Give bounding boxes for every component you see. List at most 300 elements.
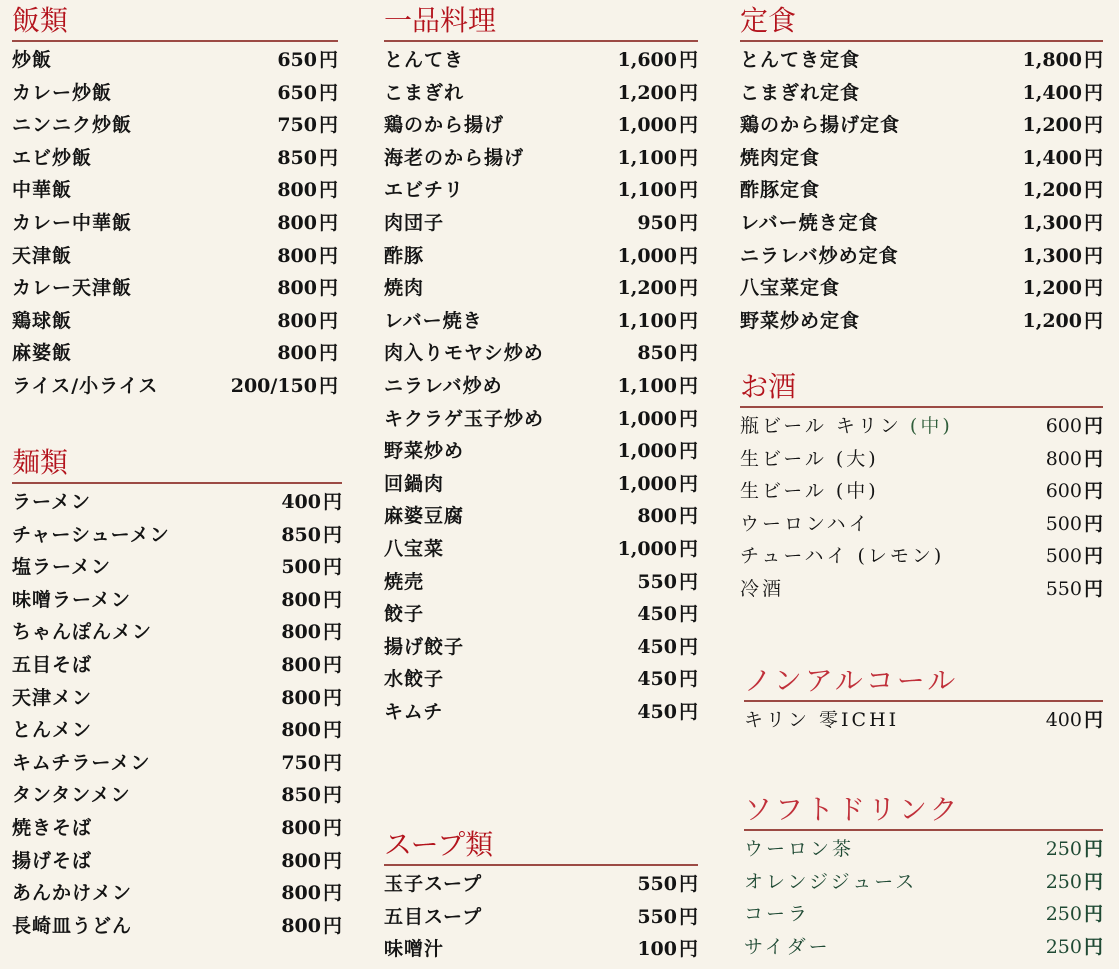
menu-item-name	[12, 486, 91, 519]
price-unit: 円	[1083, 277, 1103, 300]
section-alcohol	[740, 370, 1103, 606]
price-value: 800	[277, 179, 317, 202]
menu-item-name-text: コーラ	[744, 903, 811, 926]
menu-item	[12, 747, 342, 780]
menu-item-name-text: 焼肉定食	[740, 146, 821, 169]
menu-item	[12, 44, 338, 77]
price-value: 1,200	[1022, 114, 1082, 137]
menu-item-name	[384, 403, 544, 436]
price-unit: 円	[322, 882, 342, 905]
menu-item-name-text: カレー中華飯	[12, 211, 133, 234]
menu-item	[740, 109, 1103, 142]
price-unit: 円	[322, 621, 342, 644]
price-unit: 円	[318, 277, 338, 300]
price-value: 800	[281, 719, 321, 742]
menu-item-price	[617, 174, 698, 207]
menu-item-name-text: エビ炒飯	[12, 146, 93, 169]
menu-item-price	[1046, 704, 1103, 737]
menu-item-price	[637, 566, 698, 599]
menu-item	[384, 696, 698, 729]
menu-list-non-alcohol	[744, 704, 1103, 737]
menu-item	[384, 77, 698, 110]
section-noodles	[12, 446, 342, 942]
menu-item-name-text: あんかけメン	[12, 882, 133, 905]
price-value: 550	[637, 873, 677, 895]
menu-item-name	[12, 779, 131, 812]
price-value: 800	[281, 882, 321, 905]
menu-item-name-text: ニンニク炒飯	[12, 114, 133, 137]
price-value: 850	[277, 146, 317, 169]
menu-list-soups	[384, 868, 698, 966]
price-value: 650	[277, 49, 317, 71]
price-unit: 円	[322, 914, 342, 937]
menu-item-name	[384, 240, 424, 273]
menu-item	[12, 584, 342, 617]
menu-item	[740, 174, 1103, 207]
menu-item-price	[617, 468, 698, 501]
menu-item	[740, 508, 1103, 541]
menu-item	[12, 174, 338, 207]
menu-item-name	[740, 272, 840, 305]
menu-item	[12, 551, 342, 584]
menu-item-price	[281, 682, 342, 715]
menu-item	[744, 866, 1103, 899]
menu-item-name	[12, 747, 150, 780]
menu-item-name	[740, 207, 879, 240]
price-value: 550	[1045, 577, 1082, 600]
menu-item	[12, 486, 342, 519]
menu-item	[12, 370, 338, 403]
menu-item-price	[617, 435, 698, 468]
menu-item	[740, 44, 1103, 77]
section-divider	[12, 40, 338, 42]
menu-item-name-text: 焼売	[384, 570, 425, 593]
menu-item-name-text: キムチラーメン	[12, 751, 151, 774]
menu-item-name-text: 野菜炒め定食	[740, 309, 861, 332]
menu-item-name	[12, 240, 72, 273]
menu-item	[740, 142, 1103, 175]
price-value: 450	[637, 635, 677, 658]
menu-item-price	[1022, 174, 1103, 207]
menu-item-name	[12, 370, 158, 403]
menu-item-price	[281, 845, 342, 878]
price-unit: 円	[318, 309, 338, 332]
menu-item-price	[281, 877, 342, 910]
price-unit: 円	[1083, 935, 1103, 958]
menu-item-name	[384, 305, 483, 338]
menu-item	[384, 305, 698, 338]
menu-item-price	[281, 551, 342, 584]
price-value: 800	[637, 505, 677, 528]
menu-item	[12, 877, 342, 910]
menu-item-name	[12, 272, 132, 305]
price-unit: 円	[678, 472, 698, 495]
menu-item-price	[1046, 475, 1103, 508]
menu-item	[384, 663, 698, 696]
menu-item	[740, 305, 1103, 338]
price-value: 450	[637, 668, 677, 691]
menu-item-price	[277, 174, 338, 207]
menu-item-price	[637, 901, 698, 934]
price-unit: 円	[1083, 244, 1103, 267]
price-value: 1,100	[617, 309, 677, 332]
menu-item-price	[277, 305, 338, 338]
price-unit: 円	[678, 700, 698, 723]
menu-item-price	[637, 337, 698, 370]
menu-item-name	[384, 901, 482, 934]
section-set-meals	[740, 4, 1103, 337]
menu-item	[384, 142, 698, 175]
price-value: 1,200	[617, 277, 677, 300]
menu-item-name-text: 五目スープ	[384, 905, 483, 928]
price-value: 1,100	[617, 374, 677, 397]
price-value: 750	[281, 751, 321, 774]
price-unit: 円	[322, 523, 342, 546]
menu-item	[12, 142, 338, 175]
menu-item-name-text: 麻婆豆腐	[384, 505, 465, 528]
menu-item-name-text: ラーメン	[12, 491, 92, 513]
menu-item	[384, 598, 698, 631]
price-unit: 円	[678, 49, 698, 71]
section-divider	[740, 406, 1103, 408]
price-unit: 円	[1083, 870, 1103, 893]
menu-item-name-text: カレー炒飯	[12, 81, 113, 104]
price-unit: 円	[318, 146, 338, 169]
menu-item	[384, 240, 698, 273]
menu-item-name	[12, 142, 92, 175]
menu-item-name	[740, 573, 784, 606]
menu-item	[740, 77, 1103, 110]
menu-item	[12, 272, 338, 305]
menu-item-price	[281, 616, 342, 649]
section-divider	[744, 700, 1103, 702]
price-unit: 円	[322, 816, 342, 839]
menu-item-name	[384, 566, 424, 599]
menu-item-price	[231, 370, 338, 403]
menu-item-name	[384, 500, 464, 533]
menu-item-price	[617, 272, 698, 305]
menu-item-name-text: 鶏のから揚げ	[384, 114, 505, 137]
menu-item-price	[637, 868, 698, 901]
price-value: 800	[281, 621, 321, 644]
menu-item-price	[277, 337, 338, 370]
price-value: 250	[1045, 935, 1082, 958]
menu-item-name-text: こまぎれ	[384, 81, 465, 104]
price-unit: 円	[318, 81, 338, 104]
menu-item	[12, 714, 342, 747]
menu-item-price	[617, 44, 698, 77]
menu-item	[12, 519, 342, 552]
menu-item-name-text: オレンジジュース	[744, 870, 918, 893]
price-unit: 円	[678, 146, 698, 169]
menu-item-price	[277, 207, 338, 240]
menu-item-price	[1046, 898, 1103, 931]
price-value: 1,400	[1022, 146, 1082, 169]
menu-list-noodles	[12, 486, 342, 942]
menu-item-name-text: 五目そば	[12, 653, 93, 676]
menu-item-name	[384, 272, 424, 305]
menu-item-name-text: エビチリ	[384, 179, 465, 202]
menu-item	[384, 403, 698, 436]
menu-item-name-text: チャーシューメン	[12, 523, 170, 546]
menu-item-price	[637, 631, 698, 664]
menu-item-price	[637, 933, 698, 966]
menu-item-name-text: 天津メン	[12, 686, 93, 709]
price-value: 750	[277, 114, 317, 137]
menu-item	[384, 933, 698, 966]
menu-item	[12, 109, 338, 142]
menu-item	[740, 240, 1103, 273]
price-value: 600	[1045, 415, 1082, 437]
menu-item-name	[12, 305, 72, 338]
price-value: 250	[1045, 903, 1082, 926]
menu-item-name-text: 餃子	[384, 603, 425, 626]
menu-item	[384, 500, 698, 533]
price-unit: 円	[318, 342, 338, 365]
menu-item-name-text: 焼肉	[384, 277, 425, 300]
menu-item-name-text: 肉団子	[384, 211, 445, 234]
price-value: 850	[281, 523, 321, 546]
price-unit: 円	[678, 179, 698, 202]
menu-item-price	[1022, 272, 1103, 305]
menu-item-name-text: ニラレバ炒め	[384, 374, 503, 397]
menu-item-name-text: とんてき	[384, 49, 465, 71]
menu-item-name	[384, 663, 444, 696]
section-divider	[740, 40, 1103, 42]
menu-item-name	[384, 435, 464, 468]
menu-item-name	[12, 337, 72, 370]
menu-item-name-text: ちゃんぽんメン	[12, 621, 153, 644]
menu-item-name	[384, 337, 544, 370]
menu-item-price	[1046, 833, 1103, 866]
price-unit: 円	[322, 686, 342, 709]
menu-item	[12, 812, 342, 845]
menu-item-name	[740, 540, 944, 573]
menu-item-name-text: 八宝菜	[384, 537, 445, 560]
menu-item-price	[281, 910, 342, 943]
menu-item-name	[384, 868, 482, 901]
menu-item-name	[740, 174, 820, 207]
menu-item-name-text: レバー焼き	[384, 309, 483, 332]
menu-item-price	[617, 305, 698, 338]
menu-item-price	[637, 663, 698, 696]
menu-item	[744, 704, 1103, 737]
menu-item-price	[281, 812, 342, 845]
menu-item-name	[384, 933, 444, 966]
section-soft-drinks	[744, 793, 1103, 963]
menu-item-name	[744, 704, 899, 737]
menu-item-price	[1022, 44, 1103, 77]
price-unit: 円	[318, 211, 338, 234]
menu-item-name	[744, 931, 831, 964]
price-unit: 円	[322, 653, 342, 676]
menu-item-name	[384, 142, 524, 175]
menu-item-name-text: 味噌汁	[384, 938, 445, 961]
menu-item	[384, 435, 698, 468]
price-value: 800	[281, 816, 321, 839]
menu-item	[12, 240, 338, 273]
menu-item-price	[281, 779, 342, 812]
price-unit: 円	[678, 938, 698, 961]
price-unit: 円	[318, 179, 338, 202]
menu-item-price	[1046, 931, 1103, 964]
section-title-soft-drinks: ソフトドリンク	[744, 793, 961, 826]
menu-item-name	[740, 44, 860, 77]
price-value: 800	[277, 277, 317, 300]
price-unit: 円	[318, 49, 338, 71]
price-unit: 円	[1083, 309, 1103, 332]
menu-item-price	[637, 696, 698, 729]
menu-item-name	[384, 696, 443, 729]
menu-item-price	[1046, 540, 1103, 573]
price-unit: 円	[322, 719, 342, 742]
menu-item	[740, 540, 1103, 573]
menu-item-name-text: 酢豚	[384, 244, 425, 267]
section-divider	[384, 40, 698, 42]
menu-item-price	[1046, 443, 1103, 476]
menu-item-name-text: 瓶ビール キリン	[740, 415, 902, 437]
price-unit: 円	[1083, 480, 1103, 503]
menu-item-name-text: キクラゲ玉子炒め	[384, 407, 545, 430]
menu-item-name	[384, 77, 464, 110]
menu-item-name	[12, 174, 72, 207]
menu-item-name	[384, 370, 503, 403]
menu-item	[744, 833, 1103, 866]
menu-item-name-text: レバー焼き定食	[740, 211, 879, 234]
menu-item	[740, 573, 1103, 606]
price-value: 400	[281, 491, 321, 513]
menu-item-name	[384, 468, 444, 501]
price-unit: 円	[678, 635, 698, 658]
menu-item	[384, 109, 698, 142]
menu-item-name	[12, 207, 132, 240]
menu-item	[384, 337, 698, 370]
menu-item-name	[12, 551, 111, 584]
price-unit: 円	[1083, 838, 1103, 860]
price-unit: 円	[1083, 81, 1103, 104]
menu-item	[740, 410, 1103, 443]
price-unit: 円	[1083, 49, 1103, 71]
price-value: 800	[1045, 447, 1082, 470]
price-unit: 円	[1083, 447, 1103, 470]
price-unit: 円	[1083, 415, 1103, 437]
price-value: 450	[637, 603, 677, 626]
menu-item-price	[617, 240, 698, 273]
menu-item-price	[617, 109, 698, 142]
menu-item-name	[12, 714, 92, 747]
price-value: 1,000	[617, 440, 677, 463]
price-value: 650	[277, 81, 317, 104]
menu-item	[744, 931, 1103, 964]
menu-item-name-text: 野菜炒め	[384, 440, 465, 463]
price-value: 450	[637, 700, 677, 723]
price-value: 250	[1045, 870, 1082, 893]
menu-item-name	[12, 845, 92, 878]
menu-item-price	[637, 207, 698, 240]
menu-item-name	[12, 649, 92, 682]
menu-item-name-text: キムチ	[384, 700, 444, 723]
price-value: 800	[281, 914, 321, 937]
menu-item	[12, 207, 338, 240]
price-value: 100	[637, 938, 677, 961]
menu-item-price	[277, 272, 338, 305]
menu-item-name-text: 揚げそば	[12, 849, 93, 872]
price-value: 800	[277, 244, 317, 267]
price-value: 600	[1045, 480, 1082, 503]
section-title-dishes: 一品料理	[384, 4, 497, 37]
menu-item	[384, 868, 698, 901]
menu-item	[384, 272, 698, 305]
menu-list-alcohol	[740, 410, 1103, 606]
menu-item-price	[281, 649, 342, 682]
price-value: 1,000	[617, 114, 677, 137]
menu-item-name-text: とんメン	[12, 719, 93, 742]
menu-item-name-text: 生ビール (大)	[740, 447, 879, 470]
price-unit: 円	[678, 668, 698, 691]
price-value: 550	[637, 570, 677, 593]
section-title-soups: スープ類	[384, 828, 494, 861]
menu-item-name-text: 天津飯	[12, 244, 73, 267]
menu-item	[12, 845, 342, 878]
section-title-set-meals: 定食	[740, 4, 797, 37]
price-unit: 円	[322, 491, 342, 513]
menu-item-price	[277, 240, 338, 273]
price-unit: 円	[678, 114, 698, 137]
menu-item-price	[617, 403, 698, 436]
price-unit: 円	[1083, 146, 1103, 169]
section-non-alcohol	[744, 664, 1103, 737]
menu-item-name-text: 味噌ラーメン	[12, 588, 132, 611]
menu-item	[12, 616, 342, 649]
menu-item-price	[1022, 207, 1103, 240]
menu-item-name	[12, 44, 52, 77]
menu-item-name	[384, 631, 464, 664]
price-value: 800	[277, 342, 317, 365]
menu-item-name	[384, 109, 504, 142]
menu-item-price	[637, 598, 698, 631]
menu-item-price	[1022, 240, 1103, 273]
menu-item	[384, 174, 698, 207]
price-unit: 円	[678, 537, 698, 560]
price-value: 1,600	[617, 49, 677, 71]
price-unit: 円	[318, 374, 338, 397]
menu-item-name	[740, 508, 871, 541]
price-unit: 円	[678, 570, 698, 593]
price-value: 500	[281, 556, 321, 579]
price-unit: 円	[1083, 211, 1103, 234]
price-unit: 円	[322, 556, 342, 579]
price-value: 850	[637, 342, 677, 365]
menu-item-name-text: 酢豚定食	[740, 179, 821, 202]
menu-item-price	[1022, 305, 1103, 338]
menu-item-name-text: 鶏球飯	[12, 309, 73, 332]
menu-item-name-text: 揚げ餃子	[384, 635, 465, 658]
price-value: 1,200	[1022, 179, 1082, 202]
menu-item-name	[744, 866, 917, 899]
menu-item-name-text: 炒飯	[12, 49, 53, 71]
menu-item	[744, 898, 1103, 931]
menu-item-name	[740, 240, 899, 273]
menu-item-name-text: ウーロン茶	[744, 838, 855, 860]
price-value: 250	[1045, 838, 1082, 860]
menu-item	[384, 370, 698, 403]
menu-item-name-text: ライス/小ライス	[12, 374, 159, 397]
price-unit: 円	[1083, 179, 1103, 202]
section-divider	[744, 829, 1103, 831]
price-value: 800	[281, 686, 321, 709]
menu-item-name	[384, 207, 444, 240]
section-title-non-alcohol: ノンアルコール	[744, 664, 959, 697]
